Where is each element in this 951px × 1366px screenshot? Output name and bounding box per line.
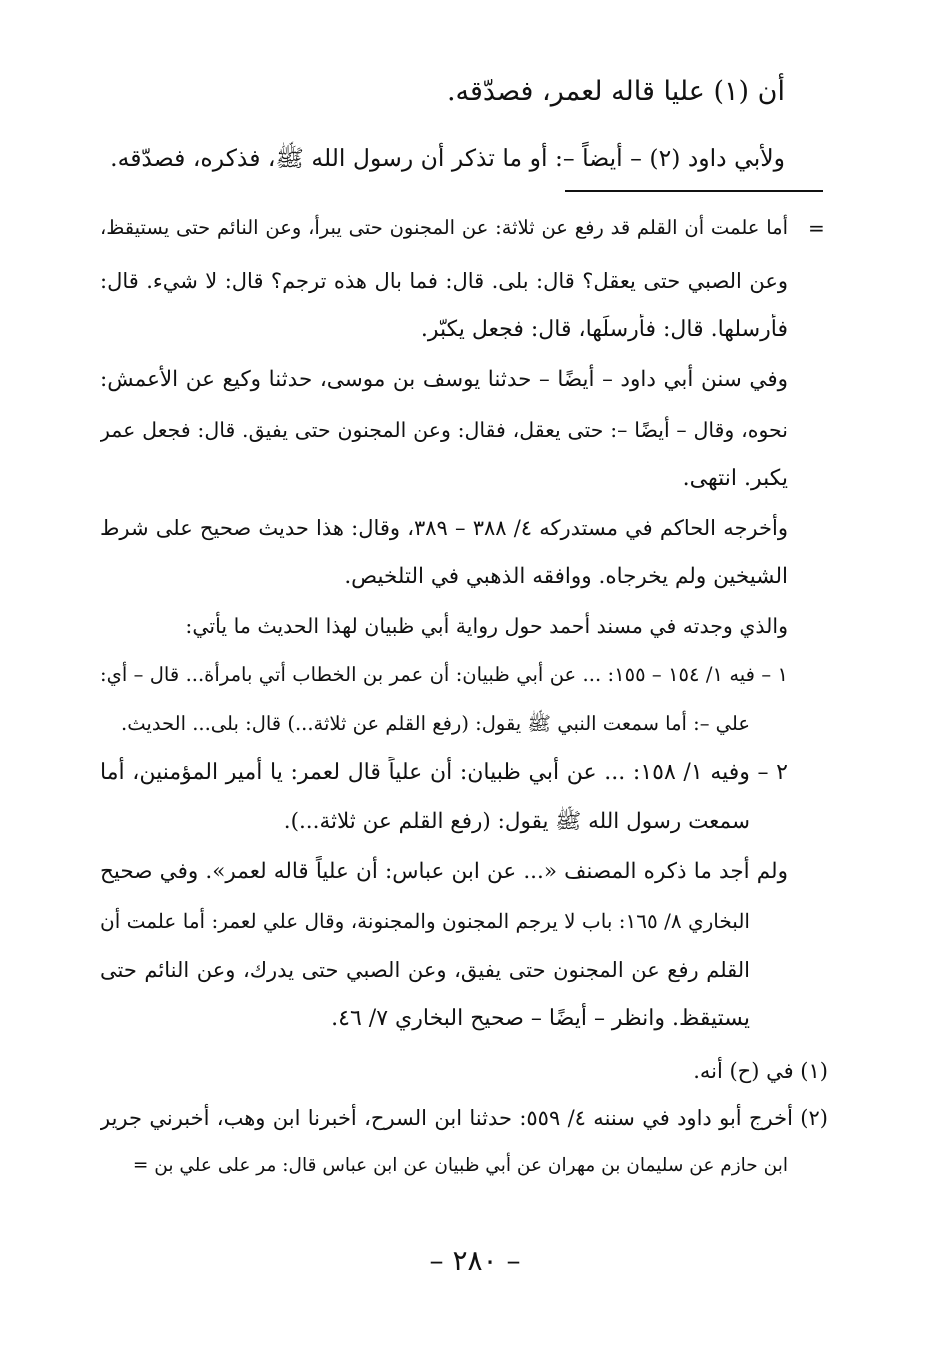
continuation-mark: = <box>808 216 825 240</box>
note-line-8: الشيخين ولم يخرجاه. ووافقه الذهبي في التلخيص. <box>344 564 788 589</box>
note-line-5: نحوه، وقال – أيضًا –: حتى يعقل، فقال: وعن المجنون حتى يفيق. قال: فجعل عمر <box>100 418 788 442</box>
note-line-10: ١ – فيه ١/ ١٥٤ – ١٥٥: ... عن أبي ظبيان: أن عمر بن الخطاب أتي بامرأة... قال – أي: <box>100 663 788 686</box>
note-line-17: يستيقظ. وانظر – أيضًا – صحيح البخاري ٧/ ٤٦. <box>331 1006 750 1031</box>
note-line-4: وفي سنن أبي داود – أيضًا – حدثنا يوسف بن موسى، حدثنا وكيع عن الأعمش: <box>100 367 788 392</box>
note-line-9: والذي وجدته في مسند أحمد حول رواية أبي ظبيان لهذا الحديث ما يأتي: <box>185 614 788 638</box>
note-line-16: القلم رفع عن المجنون حتى يفيق، وعن الصبي حتى يدرك، وعن النائم حتى <box>100 958 750 982</box>
note-line-12: ٢ – وفيه ١/ ١٥٨: ... عن أبي ظبيان: أن علياً قال لعمر: يا أمير المؤمنين، أما <box>100 760 788 785</box>
footnote-2-line-1: (٢) أخرج أبو داود في سننه ٤/ ٥٥٩: حدثنا ابن السرح، أخبرنا ابن وهب، أخبرني جرير <box>100 1106 828 1130</box>
main-text-separator <box>565 190 823 192</box>
main-text-line-2: ولأبي داود (٢) – أيضاً –: أو ما تذكر أن رسول الله ﷺ، فذكره، فصدّقه. <box>110 144 785 172</box>
note-line-3: فأرسلها. قال: فأرسلَها، قال: فجعل يكبّر. <box>420 317 788 342</box>
note-line-15: البخاري ٨/ ١٦٥: باب لا يرجم المجنون والمجنونة، وقال علي لعمر: أما علمت أن <box>100 909 750 933</box>
footnote-2-line-2: ابن حازم عن سليمان بن مهران عن أبي ظبيان عن ابن عباس قال: مر على علي بن = <box>132 1155 788 1176</box>
footnote-1: (١) في (ح) أنه. <box>693 1059 828 1083</box>
note-line-7: وأخرجه الحاكم في مستدركه ٤/ ٣٨٨ – ٣٨٩، وقال: هذا حديث صحيح على شرط <box>100 516 788 540</box>
note-line-6: يكبر. انتهى. <box>682 466 788 491</box>
note-line-14: ولم أجد ما ذكره المصنف «... عن ابن عباس: أن علياً قاله لعمر». وفي صحيح <box>100 859 788 884</box>
main-text-line-1: أن (١) عليا قاله لعمر، فصدّقه. <box>446 76 785 107</box>
note-line-2: وعن الصبي حتى يعقل؟ قال: بلى. قال: فما بال هذه ترجم؟ قال: لا شيء. قال: <box>100 269 788 293</box>
page-number: – ٢٨٠ – <box>429 1244 521 1277</box>
note-line-13: سمعت رسول الله ﷺ يقول: (رفع القلم عن ثلاثة...). <box>283 809 750 834</box>
note-line-11: علي –: أما سمعت النبي ﷺ يقول: (رفع القلم عن ثلاثة...) قال: بلى... الحديث. <box>121 712 750 735</box>
note-line-1: أما علمت أن القلم قد رفع عن ثلاثة: عن المجنون حتى يبرأ، وعن النائم حتى يستيقظ، <box>100 216 788 239</box>
